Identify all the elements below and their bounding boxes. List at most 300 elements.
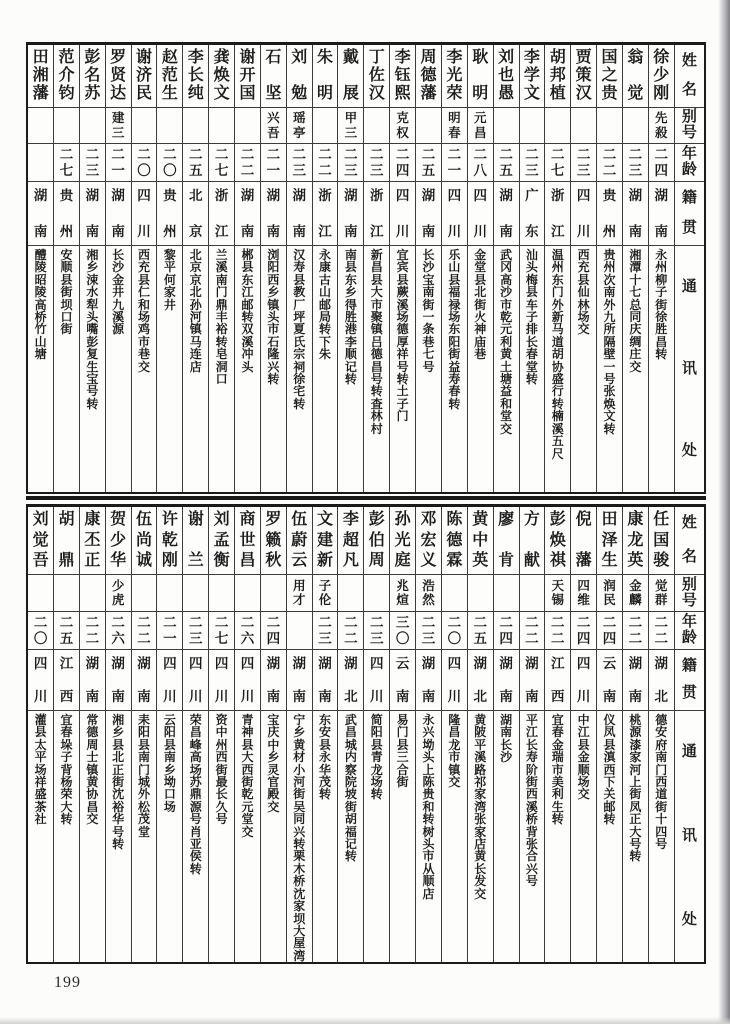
alias-cell	[235, 575, 260, 612]
age-cell: 二 二	[338, 612, 363, 650]
alias-cell	[442, 575, 467, 612]
addr-cell: 云 阳 县 南 乡 坳 口 场	[163, 713, 176, 814]
entry-column	[441, 45, 467, 492]
alias-cell	[209, 108, 234, 144]
entry-column	[467, 45, 493, 492]
header-column	[674, 507, 704, 962]
alias-cell	[132, 575, 157, 612]
age-cell: 二 三	[183, 612, 208, 650]
age-cell: 二 二	[623, 612, 648, 650]
name-cell: 赵 范 生	[157, 45, 182, 108]
entry-column	[105, 507, 131, 962]
alias-cell	[494, 575, 519, 612]
native-cell: 四 川	[442, 182, 467, 246]
entry-column	[79, 45, 105, 492]
alias-cell: 少 虎	[106, 575, 131, 612]
name-cell: 黄 中 英	[468, 507, 493, 575]
entry-column	[519, 507, 545, 962]
entry-column	[493, 507, 519, 962]
alias-cell: 兆 煊	[390, 575, 415, 612]
name-cell: 李 超 凡	[338, 507, 363, 575]
addr-cell: 南 县 东 乡 得 胜 港 李 顺 记 转	[344, 248, 357, 387]
name-cell: 贺 少 华	[106, 507, 131, 575]
age-cell: 二 五	[183, 144, 208, 182]
addr-cell: 荣 昌 峰 高 场 苏 鼎 源 号 肖 亚 侯 转	[189, 713, 202, 876]
alias-cell: 子 伦	[313, 575, 338, 612]
header-alias: 别 号	[675, 575, 704, 612]
native-cell: 湖 南	[235, 182, 260, 246]
age-cell: 二 四	[571, 612, 596, 650]
entry-column	[312, 507, 338, 962]
entry-column	[467, 507, 493, 962]
entry-column	[234, 45, 260, 492]
directory-table-top	[26, 42, 706, 494]
alias-cell	[261, 575, 286, 612]
native-cell: 贵 州	[157, 182, 182, 246]
name-cell: 许 乾 刚	[157, 507, 182, 575]
name-cell: 陈 德 霖	[442, 507, 467, 575]
native-cell: 四 川	[132, 182, 157, 246]
name-cell: 谢 济 民	[132, 45, 157, 108]
addr-cell: 长 沙 宝 南 街 一 条 巷 七 号	[422, 248, 435, 374]
addr-cell: 青 神 县 大 西 街 乾 元 堂 交	[241, 713, 254, 839]
native-cell: 四 川	[468, 182, 493, 246]
age-cell: 二 三	[623, 144, 648, 182]
addr-cell: 永 州 柳 子 街 徐 胜 昌 转	[655, 248, 668, 362]
alias-cell	[338, 575, 363, 612]
native-cell: 湖 南	[494, 182, 519, 246]
native-cell: 浙 江	[545, 182, 570, 246]
addr-cell: 宜 宾 县 蕨 溪 场 德 厚 祥 号 转 土 子 门	[396, 248, 409, 424]
alias-cell	[132, 108, 157, 144]
entry-column	[260, 45, 286, 492]
native-cell: 四 川	[442, 650, 467, 711]
native-cell: 湖 南	[80, 650, 105, 711]
age-cell: 二 〇	[442, 612, 467, 650]
addr-cell: 贵 州 次 南 外 九 所 隔 壁 一 号 张 焕 文 转	[603, 248, 616, 436]
addr-cell: 永 康 古 山 邮 局 转 下 朱	[319, 248, 332, 362]
entry-column	[337, 507, 363, 962]
age-cell: 二 三	[80, 144, 105, 182]
age-cell: 二 〇	[28, 612, 53, 650]
alias-cell	[183, 108, 208, 144]
addr-cell: 黎 平 何 家 井	[163, 248, 176, 312]
name-cell: 伍 尚 诚	[132, 507, 157, 575]
alias-cell	[597, 108, 622, 144]
age-cell: 二 四	[649, 144, 674, 182]
native-cell: 湖 南	[313, 650, 338, 711]
native-cell: 浙 江	[364, 182, 389, 246]
header-native: 籍 贯	[675, 650, 704, 711]
name-cell: 田 湘 藩	[28, 45, 53, 108]
age-cell: 二 一	[106, 144, 131, 182]
scan-edge-right	[718, 0, 730, 1024]
age-cell: 二 五	[468, 612, 493, 650]
age-cell: 二 七	[209, 144, 234, 182]
name-cell: 国 之 贵	[597, 45, 622, 108]
addr-cell: 平 江 长 寿 阶 街 西 溪 桥 背 张 合 兴 号	[525, 713, 538, 889]
age-cell: 三 〇	[390, 612, 415, 650]
header-name: 姓 名	[675, 507, 704, 575]
name-cell: 胡 鼎	[54, 507, 79, 575]
alias-cell	[416, 108, 441, 144]
entry-column	[389, 45, 415, 492]
entry-column	[596, 507, 622, 962]
addr-cell: 汉 寿 县 教 厂 坪 夏 氏 宗 祠 徐 宅 转	[293, 248, 306, 411]
native-cell: 云 南	[597, 650, 622, 711]
native-cell: 湖 南	[287, 650, 312, 711]
alias-cell	[54, 575, 79, 612]
alias-cell: 润 民	[597, 575, 622, 612]
addr-cell: 北 京 京 北 孙 河 镇 马 连 店	[189, 248, 202, 374]
addr-cell: 湘 潭 十 七 总 同 庆 绸 庄 交	[629, 248, 642, 374]
name-cell: 康 丕 正	[80, 507, 105, 575]
entry-column	[441, 507, 467, 962]
addr-cell: 常 德 周 士 镇 黄 协 昌 交	[86, 713, 99, 827]
age-cell: 二 四	[261, 612, 286, 650]
addr-cell: 西 充 县 仙 林 场 交	[577, 248, 590, 337]
entry-column	[337, 45, 363, 492]
native-cell: 北 京	[183, 182, 208, 246]
entry-column	[596, 45, 622, 492]
age-cell: 二 一	[157, 612, 182, 650]
name-cell: 田 泽 生	[597, 507, 622, 575]
entry-column	[28, 507, 53, 962]
name-cell: 丁 佐 汉	[364, 45, 389, 108]
header-address: 通 讯 处	[681, 744, 697, 928]
name-cell: 耿 明	[468, 45, 493, 108]
age-cell: 二 二	[235, 144, 260, 182]
name-cell: 周 德 藩	[416, 45, 441, 108]
alias-cell	[520, 108, 545, 144]
age-cell: 二 三	[338, 144, 363, 182]
name-cell: 李 长 纯	[183, 45, 208, 108]
name-cell: 贾 策 汉	[571, 45, 596, 108]
alias-cell: 天 锡	[545, 575, 570, 612]
header-name: 姓 名	[675, 45, 704, 108]
addr-cell: 简 阳 县 青 龙 场 转	[370, 713, 383, 802]
native-cell: 湖 北	[468, 650, 493, 711]
addr-cell: 乐 山 县 福 禄 场 东 阳 街 益 寿 春 转	[448, 248, 461, 411]
name-cell: 刘 勉	[287, 45, 312, 108]
alias-cell: 克 权	[390, 108, 415, 144]
age-cell: 二 二	[545, 612, 570, 650]
addr-cell: 资 中 州 西 街 最 长 久 号	[215, 713, 228, 827]
native-cell: 湖 南	[416, 650, 441, 711]
addr-cell: 浏 阳 西 乡 镇 头 市 石 隆 兴 转	[267, 248, 280, 387]
age-cell: 二 四	[390, 144, 415, 182]
alias-cell: 用 才	[287, 575, 312, 612]
addr-cell: 桃 源 漆 家 河 上 街 凤 正 大 号 转	[629, 713, 642, 864]
addr-cell: 金 堂 县 北 街 火 神 庙 巷	[474, 248, 487, 362]
name-cell: 罗 籁 秋	[261, 507, 286, 575]
entry-column	[182, 507, 208, 962]
addr-cell: 宝 庆 中 乡 灵 官 殿 交	[267, 713, 280, 814]
name-cell: 伍 蔚 云	[287, 507, 312, 575]
native-cell: 四 川	[157, 650, 182, 711]
addr-cell: 仪 凤 县 滇 西 下 关 邮 转	[603, 713, 616, 827]
name-cell: 刘 孟 衡	[209, 507, 234, 575]
name-cell: 范 介 钧	[54, 45, 79, 108]
addr-cell: 永 兴 坳 头 上 陈 贵 和 转 树 头 市 从 顺 店	[422, 713, 435, 901]
name-cell: 罗 贤 达	[106, 45, 131, 108]
native-cell: 湖 南	[106, 650, 131, 711]
name-cell: 翁 觉	[623, 45, 648, 108]
age-cell: 二 〇	[132, 144, 157, 182]
addr-cell: 湘 乡 县 北 正 街 沈 裕 华 号 转	[112, 713, 125, 852]
header-address: 通 讯 处	[681, 278, 697, 459]
native-cell: 湖 南	[416, 182, 441, 246]
name-cell: 文 建 新	[313, 507, 338, 575]
alias-cell: 兴 吾	[261, 108, 286, 144]
native-cell: 湖 南	[520, 650, 545, 711]
entry-column	[234, 507, 260, 962]
entry-column	[648, 507, 674, 962]
native-cell: 湖 南	[261, 182, 286, 246]
age-cell: 二 二	[132, 612, 157, 650]
addr-cell: 汕 头 梅 县 车 子 排 长 春 堂 转	[525, 248, 538, 387]
native-cell: 四 川	[183, 650, 208, 711]
native-cell: 湖 南	[28, 182, 53, 246]
name-cell: 商 世 昌	[235, 507, 260, 575]
age-cell: 二 三	[287, 144, 312, 182]
entry-column	[105, 45, 131, 492]
alias-cell	[183, 575, 208, 612]
addr-cell: 隆 昌 龙 市 镇 交	[448, 713, 461, 790]
age-cell: 二 二	[313, 144, 338, 182]
addr-cell: 宁 乡 黄 材 小 河 街 吴 同 兴 转 栗 木 桥 沈 家 坝 大 屋 湾	[293, 713, 306, 962]
name-cell: 李 学 文	[520, 45, 545, 108]
age-cell: 二 七	[209, 612, 234, 650]
entry-column	[648, 45, 674, 492]
entry-column	[544, 45, 570, 492]
alias-cell	[520, 575, 545, 612]
entry-column	[28, 45, 53, 492]
age-cell: 二 三	[416, 612, 441, 650]
name-cell: 胡 邦 植	[545, 45, 570, 108]
age-cell: 二 五	[416, 144, 441, 182]
native-cell: 云 南	[390, 650, 415, 711]
alias-cell: 先 殺	[649, 108, 674, 144]
age-cell: 二 二	[80, 612, 105, 650]
entry-column	[363, 507, 389, 962]
header-alias: 别 号	[675, 108, 704, 144]
entry-column	[53, 45, 79, 492]
addr-cell: 新 昌 县 大 市 聚 镇 吕 德 昌 号 转 查 林 村	[370, 248, 383, 436]
entry-column	[570, 507, 596, 962]
page-number: 199	[54, 974, 81, 991]
name-cell: 石 坚	[261, 45, 286, 108]
native-cell: 四 川	[390, 182, 415, 246]
alias-cell: 四 维	[571, 575, 596, 612]
native-cell: 四 川	[571, 182, 596, 246]
age-cell: 二 七	[54, 144, 79, 182]
age-cell: 二 一	[442, 144, 467, 182]
alias-cell	[54, 108, 79, 144]
name-cell: 刘 也 愚	[494, 45, 519, 108]
native-cell: 湖 南	[106, 182, 131, 246]
native-cell: 湖 北	[338, 650, 363, 711]
age-cell: 二 二	[520, 612, 545, 650]
entry-column	[286, 507, 312, 962]
native-cell: 湖 南	[80, 182, 105, 246]
native-cell: 浙 江	[313, 182, 338, 246]
native-cell: 江 西	[545, 650, 570, 711]
age-cell: 二 三	[364, 612, 389, 650]
native-cell: 湖 南	[338, 182, 363, 246]
entry-column	[389, 507, 415, 962]
name-cell: 倪 藩	[571, 507, 596, 575]
addr-cell: 温 州 东 门 外 新 马 道 胡 协 盛 行 转 楠 溪 五 尺	[551, 248, 564, 461]
alias-cell	[364, 575, 389, 612]
entry-column	[182, 45, 208, 492]
alias-cell	[157, 575, 182, 612]
alias-cell: 甲 三	[338, 108, 363, 144]
name-cell: 刘 觉 吾	[28, 507, 53, 575]
entry-column	[260, 507, 286, 962]
native-cell: 湖 南	[649, 182, 674, 246]
native-cell: 湖 北	[649, 650, 674, 711]
addr-cell: 耒 阳 县 南 门 城 外 松 茂 堂	[138, 713, 151, 839]
entry-column	[208, 507, 234, 962]
age-cell: 二 三	[313, 612, 338, 650]
native-cell: 贵 州	[54, 182, 79, 246]
addr-cell: 灌 县 太 平 场 祥 盛 茶 社	[34, 713, 47, 827]
native-cell: 贵 州	[597, 182, 622, 246]
native-cell: 四 川	[28, 650, 53, 711]
alias-cell	[364, 108, 389, 144]
header-column	[674, 45, 704, 492]
name-cell: 彭 名 苏	[80, 45, 105, 108]
alias-cell: 明 春	[442, 108, 467, 144]
name-cell: 康 龙 英	[623, 507, 648, 575]
scan-edge-bottom	[0, 1017, 730, 1024]
name-cell: 孙 光 庭	[390, 507, 415, 575]
age-cell: 二 三	[571, 144, 596, 182]
alias-cell: 觉 群	[649, 575, 674, 612]
age-cell: 二 四	[597, 612, 622, 650]
entry-column	[622, 507, 648, 962]
header-native: 籍 贯	[675, 182, 704, 246]
alias-cell	[494, 108, 519, 144]
name-cell: 方 献	[520, 507, 545, 575]
alias-cell	[468, 575, 493, 612]
native-cell: 湖 南	[623, 182, 648, 246]
age-cell: 二 五	[54, 612, 79, 650]
age-cell: 二 〇	[157, 144, 182, 182]
alias-cell: 金 麟	[623, 575, 648, 612]
alias-cell	[545, 108, 570, 144]
entry-column	[131, 45, 157, 492]
name-cell: 廖 肯	[494, 507, 519, 575]
alias-cell: 瑶 亭	[287, 108, 312, 144]
addr-cell: 长 沙 金 井 九 溪 源	[112, 248, 125, 337]
name-cell: 龚 焕 文	[209, 45, 234, 108]
addr-cell: 湖 南 长 沙	[500, 713, 513, 765]
alias-cell	[28, 575, 53, 612]
native-cell: 四 川	[364, 650, 389, 711]
age-cell: 二 五	[494, 144, 519, 182]
addr-cell: 德 安 府 南 门 西 道 街 十 四 号	[655, 713, 668, 852]
entry-column	[156, 507, 182, 962]
native-cell: 湖 南	[494, 650, 519, 711]
addr-cell: 宜 春 金 瑞 市 美 利 生 转	[551, 713, 564, 827]
addr-cell: 东 安 县 永 华 茂 转	[319, 713, 332, 802]
alias-cell	[313, 108, 338, 144]
alias-cell	[28, 108, 53, 144]
name-cell: 彭 焕 祺	[545, 507, 570, 575]
addr-cell: 黄 陂 平 溪 路 祁 家 湾 张 家 店 黄 长 发 交	[474, 713, 487, 901]
native-cell: 江 西	[54, 650, 79, 711]
addr-cell: 易 门 县 三 合 街	[396, 713, 409, 790]
addr-cell: 湘 乡 涑 水 犁 头 嘴 彭 复 生 宝 号 转	[86, 248, 99, 411]
age-cell: 二 一	[261, 144, 286, 182]
entry-column	[544, 507, 570, 962]
entry-column	[415, 45, 441, 492]
alias-cell: 建 三	[106, 108, 131, 144]
entry-column	[519, 45, 545, 492]
entry-column	[131, 507, 157, 962]
entry-column	[156, 45, 182, 492]
addr-cell: 武 昌 城 内 察 院 坡 街 胡 福 记 转	[344, 713, 357, 864]
entry-column	[493, 45, 519, 492]
entry-column	[622, 45, 648, 492]
name-cell: 李 光 荣	[442, 45, 467, 108]
native-cell: 广 东	[520, 182, 545, 246]
table-separator-bar	[26, 496, 706, 500]
age-cell: 二 四	[494, 612, 519, 650]
addr-cell: 兰 溪 南 门 鼎 丰 裕 转 皂 洞 口	[215, 248, 228, 387]
name-cell: 任 国 骏	[649, 507, 674, 575]
alias-cell	[235, 108, 260, 144]
entry-column	[208, 45, 234, 492]
alias-cell	[209, 575, 234, 612]
age-cell	[287, 612, 312, 650]
age-cell: 二 三	[364, 144, 389, 182]
native-cell: 四 川	[235, 650, 260, 711]
alias-cell: 元 昌	[468, 108, 493, 144]
age-cell: 二 二	[649, 612, 674, 650]
age-cell	[28, 144, 53, 182]
native-cell: 浙 江	[209, 182, 234, 246]
native-cell: 湖 南	[132, 650, 157, 711]
alias-cell: 浩 然	[416, 575, 441, 612]
alias-cell	[623, 108, 648, 144]
age-cell: 二 六	[106, 612, 131, 650]
entry-column	[363, 45, 389, 492]
native-cell: 湖 南	[261, 650, 286, 711]
addr-cell: 西 充 县 仁 和 场 鸡 市 巷 交	[138, 248, 151, 374]
name-cell: 邓 宏 义	[416, 507, 441, 575]
addr-cell: 安 顺 县 街 坝 口 街	[60, 248, 73, 337]
age-cell: 二 二	[597, 144, 622, 182]
native-cell: 湖 南	[287, 182, 312, 246]
name-cell: 谢 兰	[183, 507, 208, 575]
entry-column	[415, 507, 441, 962]
alias-cell	[157, 108, 182, 144]
name-cell: 李 钰 熙	[390, 45, 415, 108]
addr-cell: 醴 陵 昭 陵 高 桥 竹 山 塘	[34, 248, 47, 362]
entry-column	[79, 507, 105, 962]
name-cell: 谢 开 国	[235, 45, 260, 108]
addr-cell: 郴 县 东 江 邮 转 双 溪 冲 头	[241, 248, 254, 374]
addr-cell: 武 冈 高 沙 市 乾 元 利 黄 土 塘 益 和 堂 交	[500, 248, 513, 436]
entry-column	[53, 507, 79, 962]
name-cell: 徐 少 刚	[649, 45, 674, 108]
age-cell: 二 三	[520, 144, 545, 182]
entry-column	[286, 45, 312, 492]
header-age: 年 龄	[675, 612, 704, 650]
